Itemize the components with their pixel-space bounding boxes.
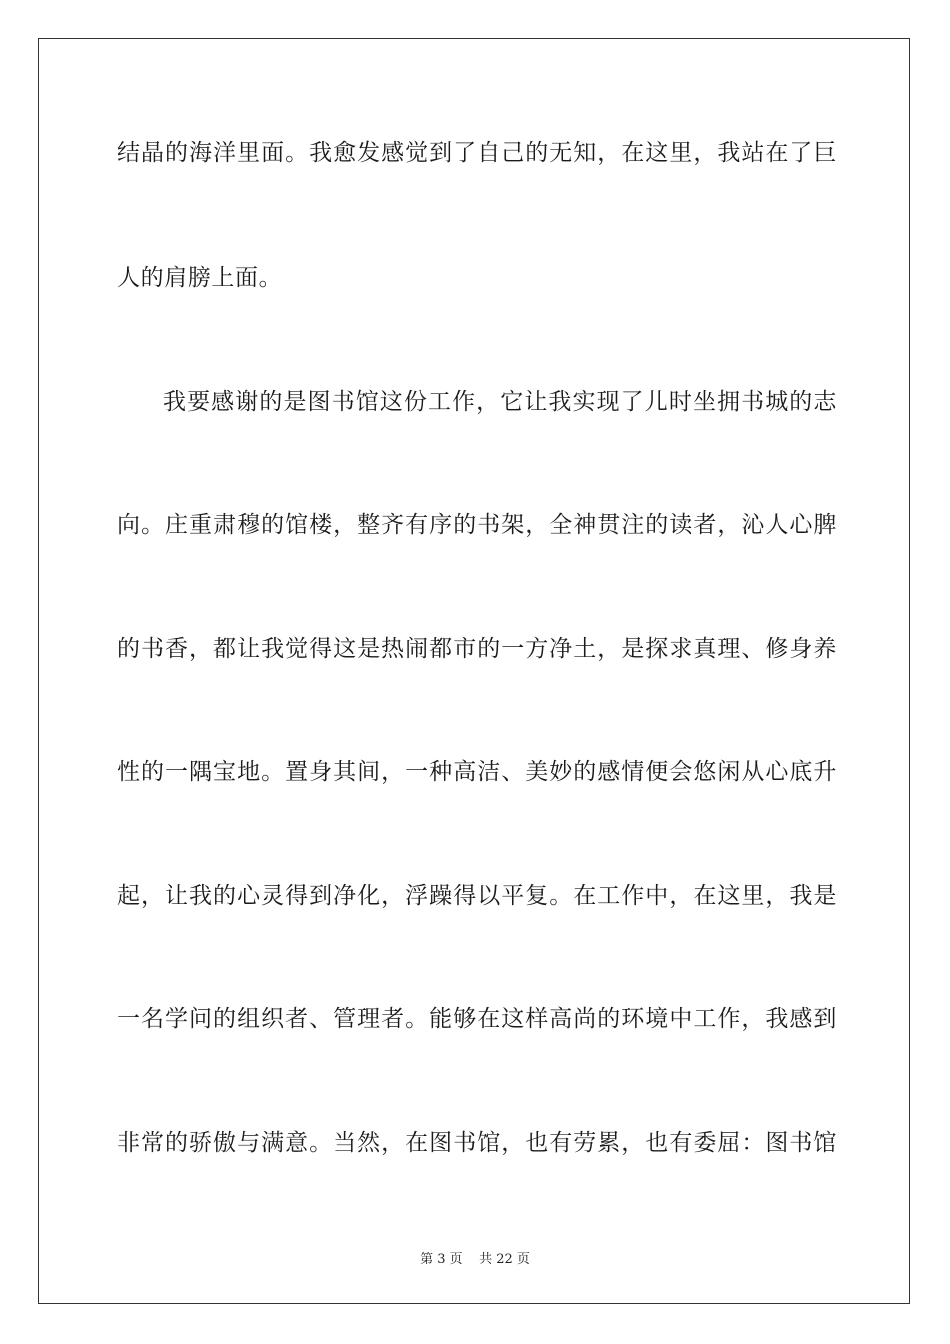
paragraph-line: 的书香，都让我觉得这是热闹都市的一方净土，是探求真理、修身养 [117,636,837,662]
paragraph-line: 一名学问的组织者、管理者。能够在这样高尚的环境中工作，我感到 [117,1006,837,1032]
paragraph-line: 起，让我的心灵得到净化，浮躁得以平复。在工作中，在这里，我是 [117,883,837,909]
paragraph-line: 向。庄重肃穆的馆楼，整齐有序的书架，全神贯注的读者，沁人心脾 [117,512,837,538]
page-number-footer: 第 3 页 共 22 页 [420,1252,530,1267]
paragraph-line: 性的一隅宝地。置身其间，一种高洁、美妙的感情便会悠闲从心底升 [117,759,837,785]
page-border [38,38,910,1304]
paragraph-line: 我要感谢的是图书馆这份工作，它让我实现了儿时坐拥书城的志 [163,389,837,415]
paragraph-line: 结晶的海洋里面。我愈发感觉到了自己的无知，在这里，我站在了巨 [117,140,837,166]
paragraph-line: 人的肩膀上面。 [117,265,283,291]
paragraph-line: 非常的骄傲与满意。当然，在图书馆，也有劳累，也有委屈：图书馆 [117,1130,837,1156]
